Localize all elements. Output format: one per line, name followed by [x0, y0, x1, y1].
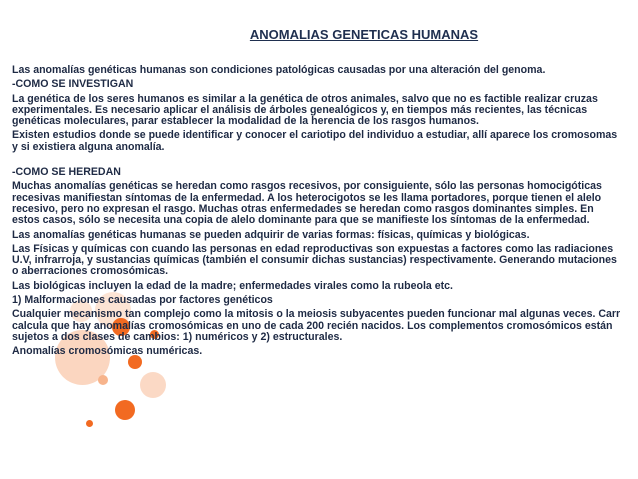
- decorative-circle-orange-3: [115, 400, 135, 420]
- heading-como-se-heredan: -COMO SE HEREDAN: [12, 166, 121, 179]
- paragraph-genetica-humana: La genética de los seres humanos es similar a la genética de otros animales, salvo que no es factible realizar cruzas experimentales. Es necesario aplicar el análisis de árboles genealógicos y, en tiempos más recientes, las técnicas genéticas moleculares, parar establecer la modalidad de la herencia de los rasgos humanos.: [12, 92, 598, 128]
- heading-anomalias-numericas: Anomalías cromosómicas numéricas.: [12, 345, 203, 358]
- intro-paragraph: Las anomalías genéticas humanas son condiciones patológicas causadas por una alteración del genoma.: [12, 64, 546, 76]
- decorative-circle-pale-3: [140, 372, 166, 398]
- paragraph-formas-adquirir: Las anomalías genéticas humanas se pueden adquirir de varias formas: físicas, químicas y biológicas.: [12, 228, 530, 241]
- paragraph-fisicas-quimicas: Las Físicas y químicas con cuando las personas en edad reproductivas son expuestas a factores como las radiaciones U.V, infrarroja, y sustancias químicas (también el consumir dichas sustancias) respectivamente. Generando mutaciones o aberraciones cromosómicas.: [12, 242, 617, 278]
- decorative-circle-small-1: [98, 375, 108, 385]
- heading-malformaciones: 1) Malformaciones causadas por factores genéticos: [12, 294, 273, 307]
- paragraph-herencia-recesiva: Muchas anomalías genéticas se heredan como rasgos recesivos, por consiguiente, sólo las personas homocigóticas recesivas manifiestan síntomas de la enfermedad. A los heterocigotos se les llama portadores, porque tienen el alelo recesivo, pero no expresan el rasgo. Muchas otras enfermedades se heredan como rasgos dominantes simples. En estos casos, sólo se necesita una copia de alelo dominante para que se manifieste los síntomas de la enfermedad.: [12, 180, 602, 227]
- paragraph-biologicas: Las biológicas incluyen la edad de la madre; enfermedades virales como la rubeola etc.: [12, 279, 453, 292]
- slide-body: [12, 65, 624, 358]
- heading-como-se-investigan: -COMO SE INVESTIGAN: [12, 78, 134, 91]
- decorative-circle-small-3: [86, 420, 93, 427]
- paragraph-mecanismos: Cualquier mecanismo tan complejo como la mitosis o la meiosis subyacentes pueden funcionar mal algunas veces. Carr calcula que hay anomalías cromosómicas en uno de cada 200 recién nacidos. Los complementos cromosómicos están sujetos a dos clases de cambios: 1) numéricos y 2) estructurales.: [12, 308, 621, 343]
- slide-title: ANOMALIAS GENETICAS HUMANAS: [249, 27, 479, 42]
- paragraph-cariotipo: Existen estudios donde se puede identificar y conocer el cariotipo del individuo a estudiar, allí aparece los cromosomas y si existiera alguna anomalía.: [12, 129, 618, 153]
